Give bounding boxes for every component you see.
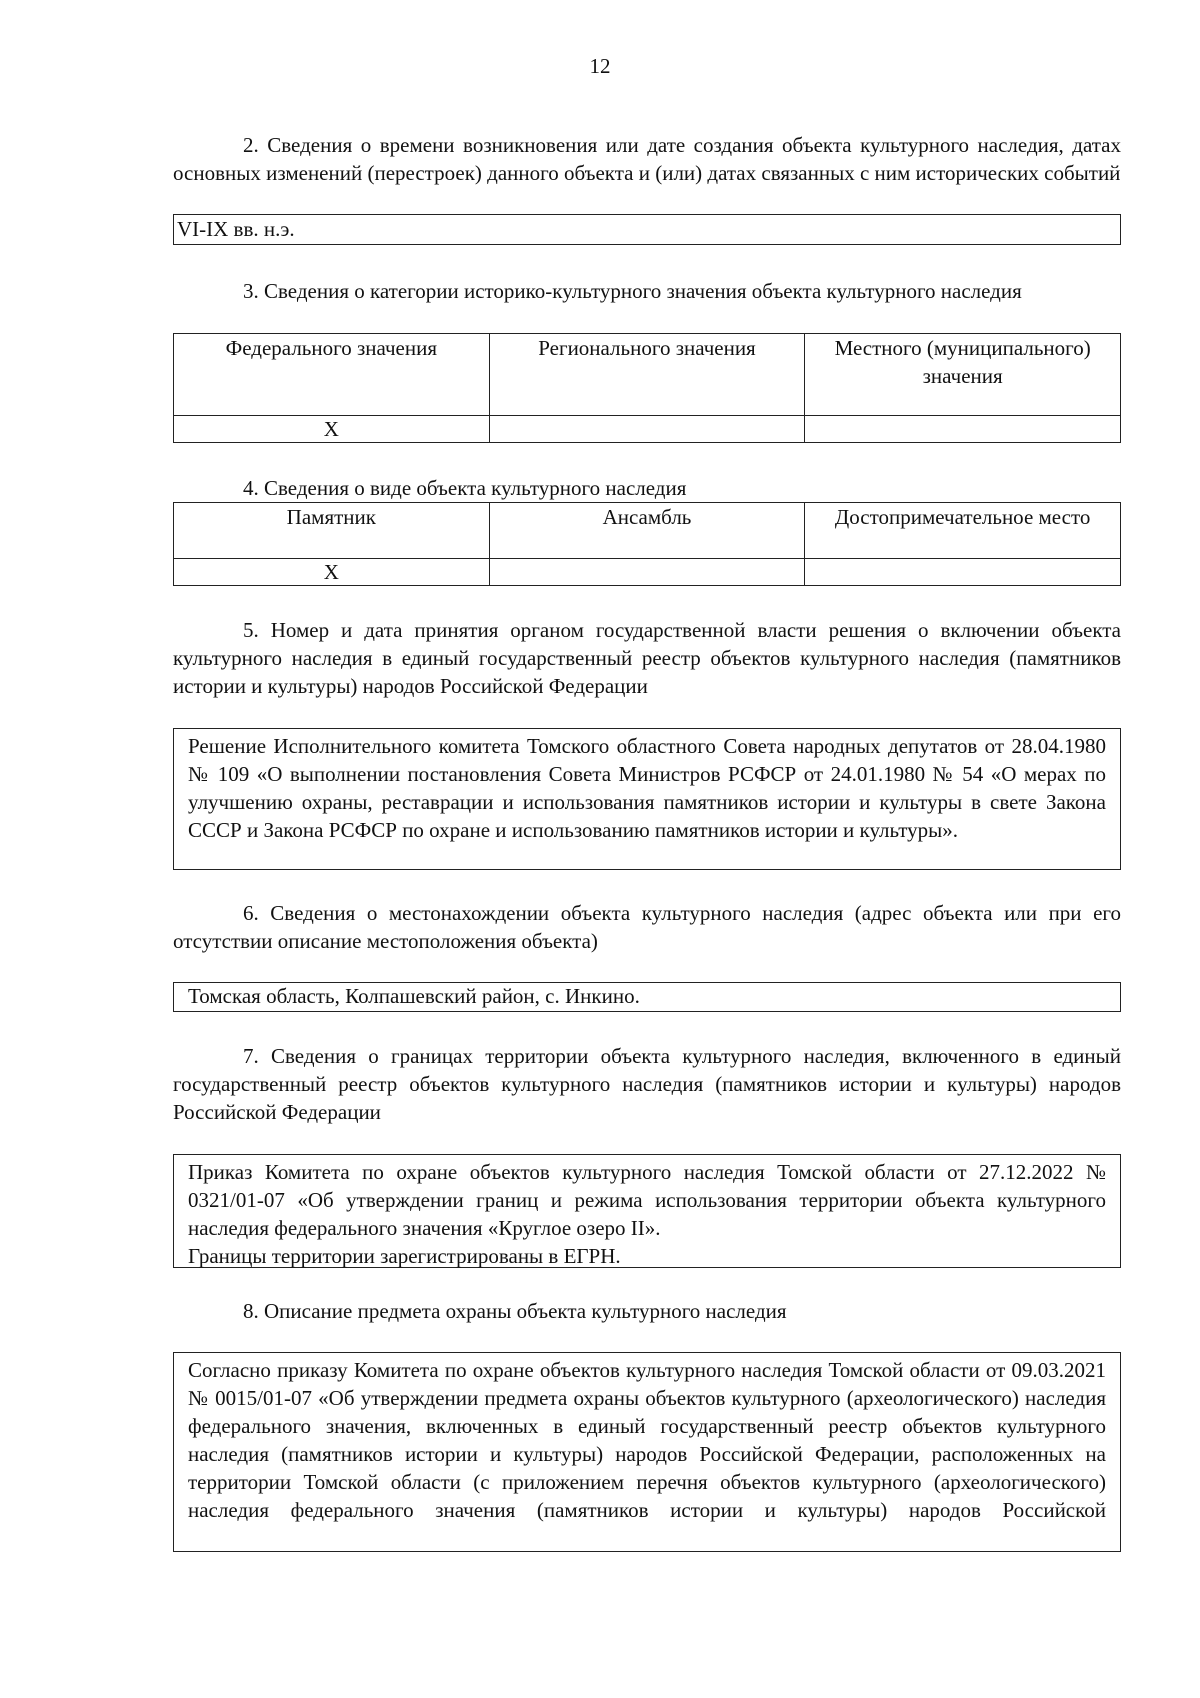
type-ensemble-header: Ансамбль — [489, 503, 805, 559]
type-ensemble-mark — [489, 559, 805, 586]
type-mark-row — [174, 559, 1121, 586]
category-regional-header: Регионального значения — [489, 334, 805, 416]
section-7-value-line-1: Приказ Комитета по охране объектов культурного наследия Томской области от 27.12.2022 № 0321/01-07 «Об утверждении границ и режима использования территории объекта культурного наследия федерального значения «Круглое озеро II». — [188, 1160, 1106, 1240]
section-8-heading: 8. Описание предмета охраны объекта культурного наследия — [243, 1299, 787, 1323]
category-header-row — [174, 334, 1121, 416]
section-7-value-box — [173, 1154, 1121, 1268]
section-7-heading: 7. Сведения о границах территории объекта культурного наследия, включенного в единый государственный реестр объектов культурного наследия (памятников истории и культуры) народов Российской Федерации — [173, 1044, 1121, 1124]
page-number: 12 — [589, 54, 611, 78]
type-landmark-header: Достопримечательное место — [805, 503, 1121, 559]
category-federal-header: Федерального значения — [174, 334, 490, 416]
section-5-heading: 5. Номер и дата принятия органом государственной власти решения о включении объекта культурного наследия в единый государственный реестр объектов культурного наследия (памятников истории и культуры) народов Российской Федерации — [173, 618, 1121, 698]
category-local-header: Местного (муниципального) значения — [805, 334, 1121, 416]
category-regional-mark — [489, 416, 805, 443]
section-6-value-box — [173, 982, 1121, 1012]
section-2-value: VI-IX вв. н.э. — [177, 217, 295, 241]
type-header-row — [174, 503, 1121, 559]
section-3-heading: 3. Сведения о категории историко-культурного значения объекта культурного наследия — [243, 279, 1022, 303]
section-5-value: Решение Исполнительного комитета Томского областного Совета народных депутатов от 28.04.1980 № 109 «О выполнении постановления Совета Министров РСФСР от 24.01.1980 № 54 «О мерах по улучшению охраны, реставрации и использования памятников истории и культуры в свете Закона СССР и Закона РСФСР по охране и использованию памятников истории и культуры». — [188, 734, 1106, 842]
category-table — [173, 333, 1121, 443]
section-2-heading: 2. Сведения о времени возникновения или дате создания объекта культурного наследия, датах основных изменений (перестроек) данного объекта и (или) датах связанных с ним исторических событий — [173, 133, 1121, 185]
type-monument-header: Памятник — [174, 503, 490, 559]
category-mark-row — [174, 416, 1121, 443]
type-monument-mark: X — [174, 559, 490, 586]
section-8-value-box — [173, 1352, 1121, 1552]
section-6-value: Томская область, Колпашевский район, с. Инкино. — [188, 984, 640, 1008]
category-local-mark — [805, 416, 1121, 443]
section-5-value-box — [173, 728, 1121, 870]
type-table — [173, 502, 1121, 586]
section-8-value: Согласно приказу Комитета по охране объектов культурного наследия Томской области от 09.03.2021 № 0015/01-07 «Об утверждении предмета охраны объектов культурного (археологического) наследия федерального значения, включенных в единый государственный реестр объектов культурного наследия (памятников истории и культуры) народов Российской Федерации, расположенных на территории Томской области (с приложением перечня объектов культурного (археологического) наследия федерального значения (памятников истории и культуры) народов Российской — [188, 1358, 1106, 1522]
section-6-heading: 6. Сведения о местонахождении объекта культурного наследия (адрес объекта или при его отсутствии описание местоположения объекта) — [173, 901, 1121, 953]
section-4-heading: 4. Сведения о виде объекта культурного наследия — [243, 476, 687, 500]
category-federal-mark: X — [174, 416, 490, 443]
section-2-value-box — [173, 214, 1121, 245]
section-7-value-line-2: Границы территории зарегистрированы в ЕГРН. — [188, 1244, 621, 1268]
type-landmark-mark — [805, 559, 1121, 586]
